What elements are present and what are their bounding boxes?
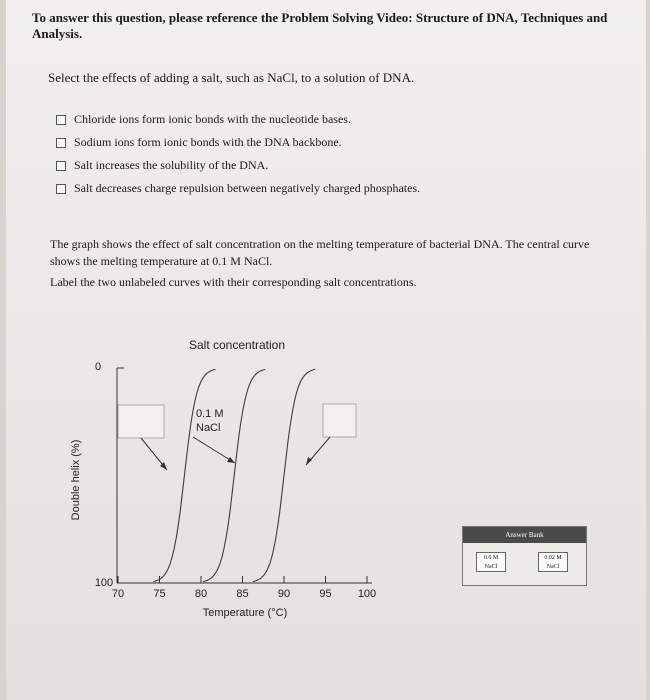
chip-line2: NaCl bbox=[546, 564, 560, 570]
x-tick-label: 100 bbox=[357, 588, 377, 600]
label-instruction: Label the two unlabeled curves with their corresponding salt concentrations. bbox=[50, 275, 417, 289]
pointer-arrowhead bbox=[306, 457, 312, 465]
option-label: Salt increases the solubility of the DNA. bbox=[74, 158, 269, 172]
curve-label-line2: NaCl bbox=[196, 422, 221, 434]
x-tick-label: 75 bbox=[153, 588, 166, 600]
chart-title: Salt concentration bbox=[188, 338, 286, 352]
chip-line1: 0.02 M bbox=[544, 555, 562, 561]
y-tick-label: 0 bbox=[94, 361, 102, 373]
chip-line2: NaCl bbox=[484, 564, 498, 570]
pointer-arrowhead bbox=[227, 457, 235, 463]
option-label: Salt decreases charge repulsion between negatively charged phosphates. bbox=[74, 181, 421, 195]
pointer-line bbox=[193, 437, 235, 463]
answer-bank-title: Answer Bank bbox=[463, 527, 586, 543]
x-tick-label: 90 bbox=[277, 588, 291, 600]
melting-curve-2 bbox=[203, 369, 265, 581]
y-axis-label: Double helix (%) bbox=[70, 439, 82, 521]
instructions-header: To answer this question, please reference the Problem Solving Video: Structure of DNA, Techniques and Analysis. bbox=[32, 10, 608, 41]
x-tick-label: 80 bbox=[194, 588, 208, 600]
y-tick-label: 100 bbox=[94, 577, 114, 589]
graph-description: The graph shows the effect of salt concentration on the melting temperature of bacterial DNA. The central curve shows the melting temperature at 0.1 M NaCl. bbox=[50, 237, 590, 268]
option-label: Sodium ions form ionic bonds with the DNA backbone. bbox=[74, 135, 342, 149]
drop-target-right-curve[interactable] bbox=[323, 404, 356, 437]
answer-chip-0-6m-nacl[interactable] bbox=[476, 552, 506, 572]
x-tick-label: 85 bbox=[236, 588, 249, 600]
question-1-prompt: Select the effects of adding a salt, such as NaCl, to a solution of DNA. bbox=[48, 70, 415, 85]
melting-curve-1 bbox=[153, 369, 215, 581]
x-tick-label: 95 bbox=[319, 588, 332, 600]
x-axis-label: Temperature (°C) bbox=[202, 607, 288, 619]
answer-bank bbox=[462, 526, 587, 586]
melting-curve-3 bbox=[253, 369, 315, 581]
drop-target-left-curve[interactable] bbox=[118, 405, 164, 438]
curve-label-line1: 0.1 M bbox=[196, 408, 224, 420]
answer-chip-0-02m-nacl[interactable] bbox=[538, 552, 568, 572]
chip-line1: 0.6 M bbox=[483, 555, 499, 561]
x-tick-label: 70 bbox=[111, 588, 125, 600]
option-label: Chloride ions form ionic bonds with the nucleotide bases. bbox=[74, 112, 351, 126]
